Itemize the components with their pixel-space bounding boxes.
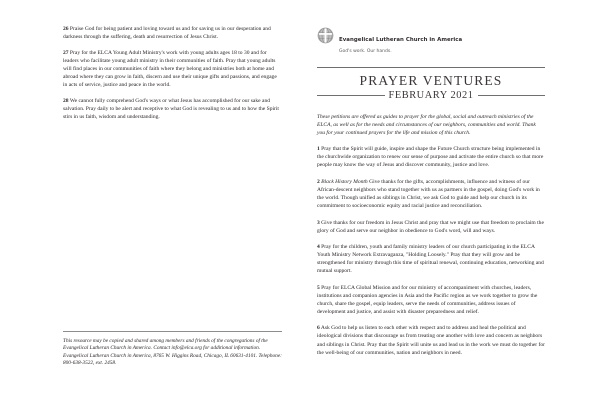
prayer-item <box>317 145 545 169</box>
devotion-paragraph <box>63 49 280 89</box>
masthead-left-rule <box>317 95 385 96</box>
prayer-text: Pray for ELCA Global Mission and for our ministry of accompaniment with churches, leaders, institutions and companion agencies in Asia and the Pacific region as we work together to grow the church, share the gospel, equip leaders, serve the needs of communities, address issues of development and justice, and assist with disaster preparedness and relief. <box>317 284 538 315</box>
masthead <box>317 67 545 101</box>
prayer-day-number: 6 <box>317 325 320 332</box>
devotion-text: We cannot fully comprehend God's ways or what Jesus has accomplished for our sake and salvation. Pray daily to be alert and receptive to what God is revealing to us and to how the Spirit stirs in us faith, wisdom and understanding. <box>63 97 279 120</box>
prayer-text: Pray that the Spirit will guide, inspire and shape the Future Church structure being implemented in the churchwide organization to renew our sense of purpose and activate the entire church so that more people may know the way of Jesus and discover community, justice and love. <box>317 146 544 169</box>
left-column-paragraph-list <box>63 25 280 121</box>
prayer-list <box>317 145 545 356</box>
prayer-item <box>317 178 545 210</box>
prayer-item <box>317 219 545 235</box>
prayer-day-number: 1 <box>317 146 320 153</box>
devotion-text: Pray for the ELCA Young Adult Ministry's work with young adults ages 18 to 30 and for leaders who facilitate young adult ministry in their communities of faith. Pray that young adults will find places in our communities of faith where they belong and ministries both at home and abroad where they can grow in faith, discern and use their unique gifts and passions, and engage in acts of service, justice and peace in the world. <box>63 49 277 88</box>
devotion-paragraph <box>63 97 280 121</box>
prayer-text: Ask God to help us listen to each other with respect and to address and heal the political and ideological divisions that discourage us from treating one another with love and concern as neighbors and siblings in Christ. Pray that the Spirit will unite us and lead us in the work we must do together for the well-being of our communities, nation and neighbors in need. <box>317 325 546 356</box>
elca-globe-cross-emblem-icon <box>317 27 334 44</box>
devotion-number: 27 <box>63 49 69 56</box>
brand-text-block <box>339 27 462 55</box>
right-column <box>300 0 600 400</box>
prayer-text: Pray for the children, youth and family ministry leaders of our church participating in the ELCA Youth Ministry Network Extravaganza, "Holding Loosely." Pray that they will grow and be strengthened for ministry through this time of spiritual renewal, continuing education, networking and mutual support. <box>317 244 544 275</box>
prayer-text: Give thanks for our freedom in Jesus Christ and pray that we might use that freedom to proclaim the glory of God and serve our neighbor in obedience to God's word, will and ways. <box>317 219 544 234</box>
masthead-top-rule <box>317 67 545 68</box>
prayer-observance-label: Black History Month <box>319 178 368 185</box>
footer-divider <box>63 331 282 332</box>
devotion-text: Praise God for being patient and loving toward us and for saving us in our desperation and darkness through the suffering, death and resurrection of Jesus Christ. <box>63 26 271 41</box>
prayer-day-number: 4 <box>317 244 320 251</box>
masthead-right-rule <box>478 95 546 96</box>
organization-tagline: God's work. Our hands. <box>339 49 392 54</box>
copyright-notice: This resource may be copied and shared among members and friends of the congregations of the Evangelical Lutheran Church in America. Contact info@elca.org for additional information. Evangelical Lutheran Church in America, 8765 W. Higgins Road, Chicago, IL 60631-4101. Telephone: 800-638-3522, ext. 2458. <box>63 337 282 367</box>
prayer-day-number: 5 <box>317 284 320 291</box>
prayer-day-number: 2 <box>317 178 320 185</box>
introduction-paragraph: These petitions are offered as guides to prayer for the global, social and outreach ministries of the ELCA, as well as for the needs and circumstances of our neighbors, communities and world. Thank you for your continued prayers for the life and mission of this church. <box>317 113 536 136</box>
prayer-item <box>317 243 545 275</box>
devotion-number: 26 <box>63 26 69 32</box>
devotion-paragraph <box>63 25 280 41</box>
brand-header <box>317 27 545 55</box>
prayer-day-number: 3 <box>317 219 320 226</box>
prayer-item <box>317 284 545 316</box>
prayer-item <box>317 324 545 356</box>
masthead-subtitle-row <box>317 90 545 101</box>
prayer-text: Give thanks for the gifts, accomplishments, influence and witness of our African-descent neighbors who stand together with us as partners in the gospel, doing God's work in the world. Though unified as siblings in Christ, we ask God to guide and help our church in its commitment to socioeconomic equity and racial justice and reconciliation. <box>317 178 540 210</box>
organization-name: Evangelical Lutheran Church in America <box>339 37 463 43</box>
page-title: PRAYER VENTURES <box>359 72 503 88</box>
left-column-footer <box>63 331 282 368</box>
issue-date: FEBRUARY 2021 <box>388 89 474 101</box>
devotion-number: 28 <box>63 97 69 104</box>
